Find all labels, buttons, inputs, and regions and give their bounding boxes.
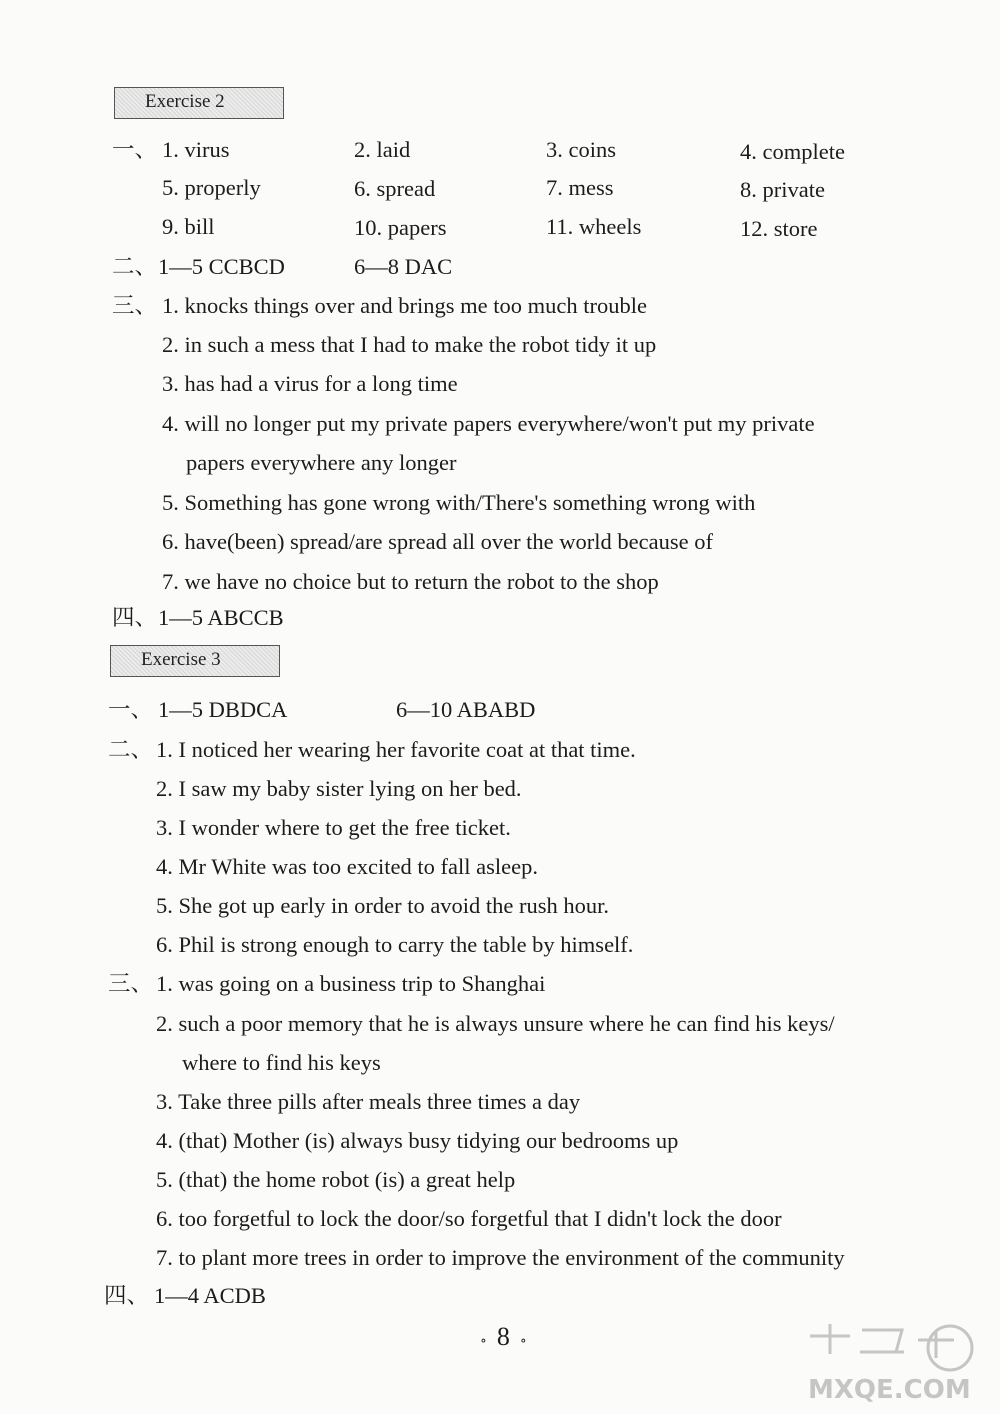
ex3-section1 bbox=[108, 696, 608, 726]
answer-range: 6—8 DAC bbox=[354, 254, 453, 279]
answer-line: 5. (that) the home robot (is) a great help bbox=[156, 1167, 516, 1192]
answer-line: 5. Something has gone wrong with/There's something wrong with bbox=[162, 490, 756, 515]
word-item: 3. coins bbox=[546, 137, 616, 162]
watermark-logo bbox=[800, 1316, 990, 1406]
ex2-section3-label: 三、 bbox=[112, 293, 158, 318]
answer-line-continued: papers everywhere any longer bbox=[186, 450, 457, 475]
answer-range: 1—5 CCBCD bbox=[158, 254, 285, 279]
answer-range: 1—5 DBDCA bbox=[158, 697, 288, 722]
exercise-3-title: Exercise 3 bbox=[141, 649, 221, 670]
exercise-2-title: Exercise 2 bbox=[145, 91, 225, 112]
answer-line-continued: where to find his keys bbox=[182, 1050, 381, 1075]
exercise-2-header bbox=[114, 87, 284, 119]
page-number-dot-left: ∘ bbox=[480, 1334, 497, 1349]
ex3-section4-label: 四、 bbox=[104, 1283, 150, 1308]
word-item: 8. private bbox=[740, 177, 825, 202]
watermark-text: MXQE.COM bbox=[808, 1375, 971, 1405]
answer-range: 6—10 ABABD bbox=[396, 697, 536, 722]
word-item: 9. bill bbox=[162, 214, 215, 239]
ex2-section4 bbox=[112, 604, 412, 634]
answer-line: 3. Take three pills after meals three times a day bbox=[156, 1089, 581, 1114]
ex2-section1 bbox=[112, 136, 892, 256]
ex3-section3 bbox=[108, 970, 968, 1280]
word-item: 12. store bbox=[740, 216, 818, 241]
word-item: 6. spread bbox=[354, 176, 436, 201]
answer-line: 1. knocks things over and brings me too much trouble bbox=[162, 293, 647, 318]
ex3-section1-label: 一、 bbox=[108, 697, 154, 722]
ex3-section2 bbox=[108, 736, 808, 966]
answer-line: 1. I noticed her wearing her favorite coat at that time. bbox=[156, 737, 636, 762]
page-number-dot-right: ∘ bbox=[519, 1334, 537, 1349]
ex2-section1-label: 一、 bbox=[112, 137, 158, 162]
answer-line: 2. such a poor memory that he is always unsure where he can find his keys/ bbox=[156, 1011, 835, 1036]
answer-line: 3. I wonder where to get the free ticket. bbox=[156, 815, 511, 840]
ex3-section3-label: 三、 bbox=[108, 971, 154, 996]
answer-line: 5. She got up early in order to avoid the rush hour. bbox=[156, 893, 610, 918]
answer-line: 4. will no longer put my private papers everywhere/won't put my private bbox=[162, 411, 815, 436]
word-item: 11. wheels bbox=[546, 214, 642, 239]
page-number bbox=[480, 1322, 537, 1352]
exercise-3-header bbox=[110, 645, 280, 677]
answer-line: 4. (that) Mother (is) always busy tidying our bedrooms up bbox=[156, 1128, 679, 1153]
ex2-section4-label: 四、 bbox=[112, 605, 158, 630]
ex3-section2-label: 二、 bbox=[108, 737, 154, 762]
ex2-section2-label: 二、 bbox=[112, 254, 158, 279]
answer-range: 1—4 ACDB bbox=[154, 1283, 266, 1308]
word-item: 5. properly bbox=[162, 175, 261, 200]
word-item: 10. papers bbox=[354, 215, 447, 240]
answer-line: 6. have(been) spread/are spread all over the world because of bbox=[162, 529, 713, 554]
answer-line: 2. in such a mess that I had to make the robot tidy it up bbox=[162, 332, 657, 357]
page-number-value: 8 bbox=[496, 1322, 520, 1351]
answer-line: 1. was going on a business trip to Shanghai bbox=[156, 971, 546, 996]
answer-range: 1—5 ABCCB bbox=[158, 605, 284, 630]
answer-line: 3. has had a virus for a long time bbox=[162, 371, 458, 396]
answer-line: 7. to plant more trees in order to improve the environment of the community bbox=[156, 1245, 845, 1270]
answer-line: 7. we have no choice but to return the robot to the shop bbox=[162, 569, 659, 594]
ex3-section4 bbox=[104, 1282, 404, 1312]
ex2-section2 bbox=[112, 253, 612, 283]
word-item: 7. mess bbox=[546, 175, 614, 200]
answer-line: 6. Phil is strong enough to carry the table by himself. bbox=[156, 932, 634, 957]
ex2-section3 bbox=[112, 292, 952, 602]
word-item: 4. complete bbox=[740, 139, 845, 164]
answer-line: 2. I saw my baby sister lying on her bed. bbox=[156, 776, 522, 801]
answer-line: 6. too forgetful to lock the door/so forgetful that I didn't lock the door bbox=[156, 1206, 782, 1231]
word-item: 1. virus bbox=[162, 137, 230, 162]
answer-line: 4. Mr White was too excited to fall asleep. bbox=[156, 854, 538, 879]
word-item: 2. laid bbox=[354, 137, 411, 162]
